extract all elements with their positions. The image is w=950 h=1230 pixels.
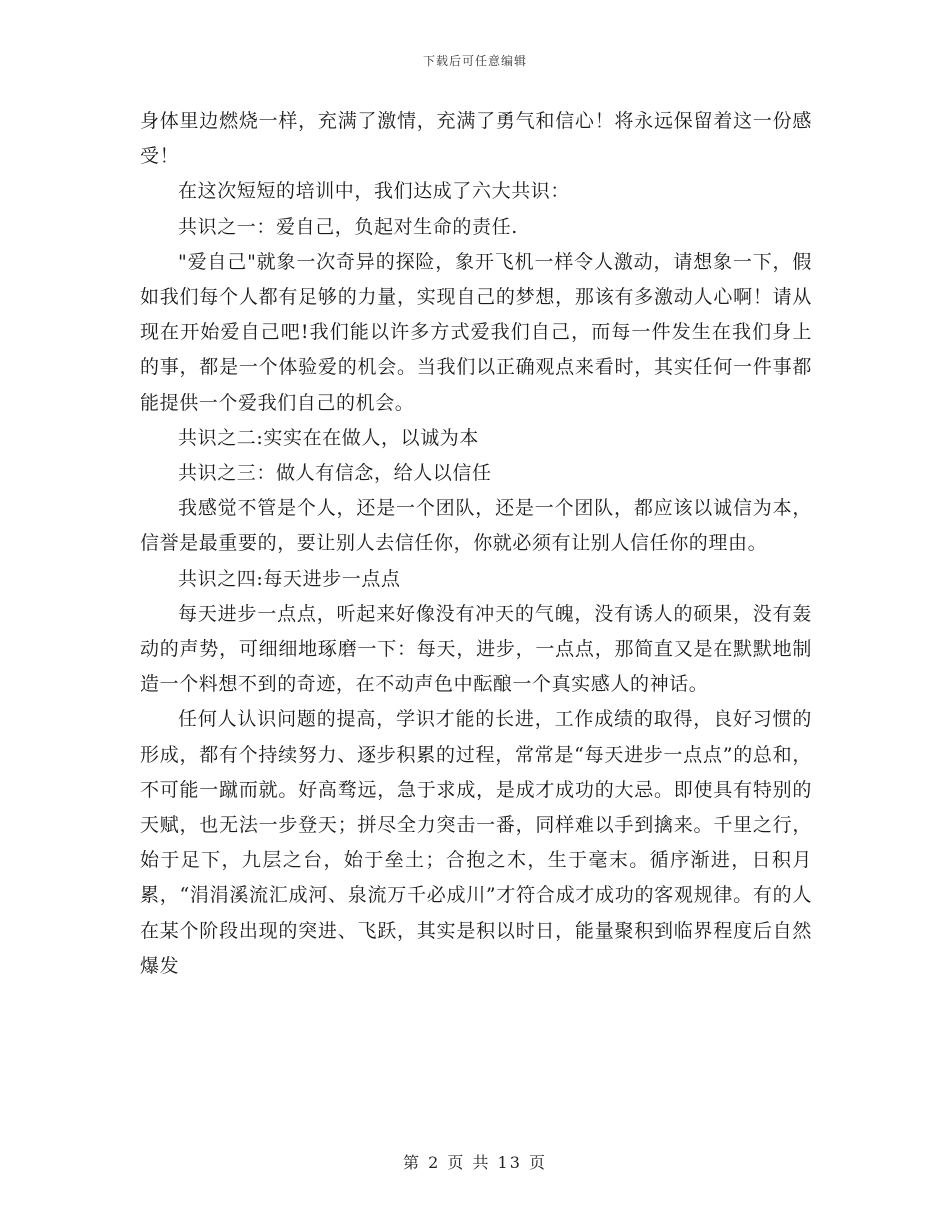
page-header: 下载后可任意编辑 <box>422 54 527 68</box>
document-body <box>140 104 812 984</box>
paragraph: 任何人认识问题的提高，学识才能的长进，工作成绩的取得，良好习惯的形成，都有个持续努力、逐步积累的过程，常常是“每天进步一点点”的总和，不可能一蹴而就。好高骛远，急于求成，是成才成功的大忌。即使具有特别的天赋，也无法一步登天；拼尽全力突击一番，同样难以手到擒来。千里之行，始于足下，九层之台，始于垒土；合抱之木，生于毫末。循序渐进，日积月累，“涓涓溪流汇成河、泉流万千必成川”才符合成才成功的客观规律。有的人在某个阶段出现的突进、飞跃，其实是积以时日，能量聚积到临界程度后自然爆发 <box>140 708 812 977</box>
paragraph: 身体里边燃烧一样，充满了激情，充满了勇气和信心！将永远保留着这一份感受！ <box>140 110 812 168</box>
paragraph: 我感觉不管是个人，还是一个团队，还是一个团队，都应该以诚信为本，信誉是最重要的，要让别人去信任你，你就必须有让别人信任你的理由。 <box>140 497 812 555</box>
paragraph: 共识之二:实实在在做人，以诚为本 <box>178 426 480 449</box>
paragraph: 共识之一：爱自己，负起对生命的责任. <box>178 215 518 238</box>
paragraph: 每天进步一点点，听起来好像没有冲天的气魄，没有诱人的硕果，没有轰动的声势，可细细地琢磨一下：每天，进步，一点点，那简直又是在默默地制造一个料想不到的奇迹，在不动声色中酝酿一个真实感人的神话。 <box>140 602 812 696</box>
page-number: 第 2 页 共 13 页 <box>403 1153 547 1172</box>
paragraph: 共识之四:每天进步一点点 <box>178 567 401 590</box>
paragraph: 共识之三：做人有信念，给人以信任 <box>178 462 492 485</box>
paragraph: "爱自己"就象一次奇异的探险，象开飞机一样令人激动，请想象一下，假如我们每个人都有足够的力量，实现自己的梦想，那该有多激动人心啊！请从现在开始爱自己吧!我们能以许多方式爱我们自己，而每一件发生在我们身上的事，都是一个体验爱的机会。当我们以正确观点来看时，其实任何一件事都能提供一个爱我们自己的机会。 <box>140 250 812 414</box>
paragraph: 在这次短短的培训中，我们达成了六大共识： <box>178 180 571 203</box>
